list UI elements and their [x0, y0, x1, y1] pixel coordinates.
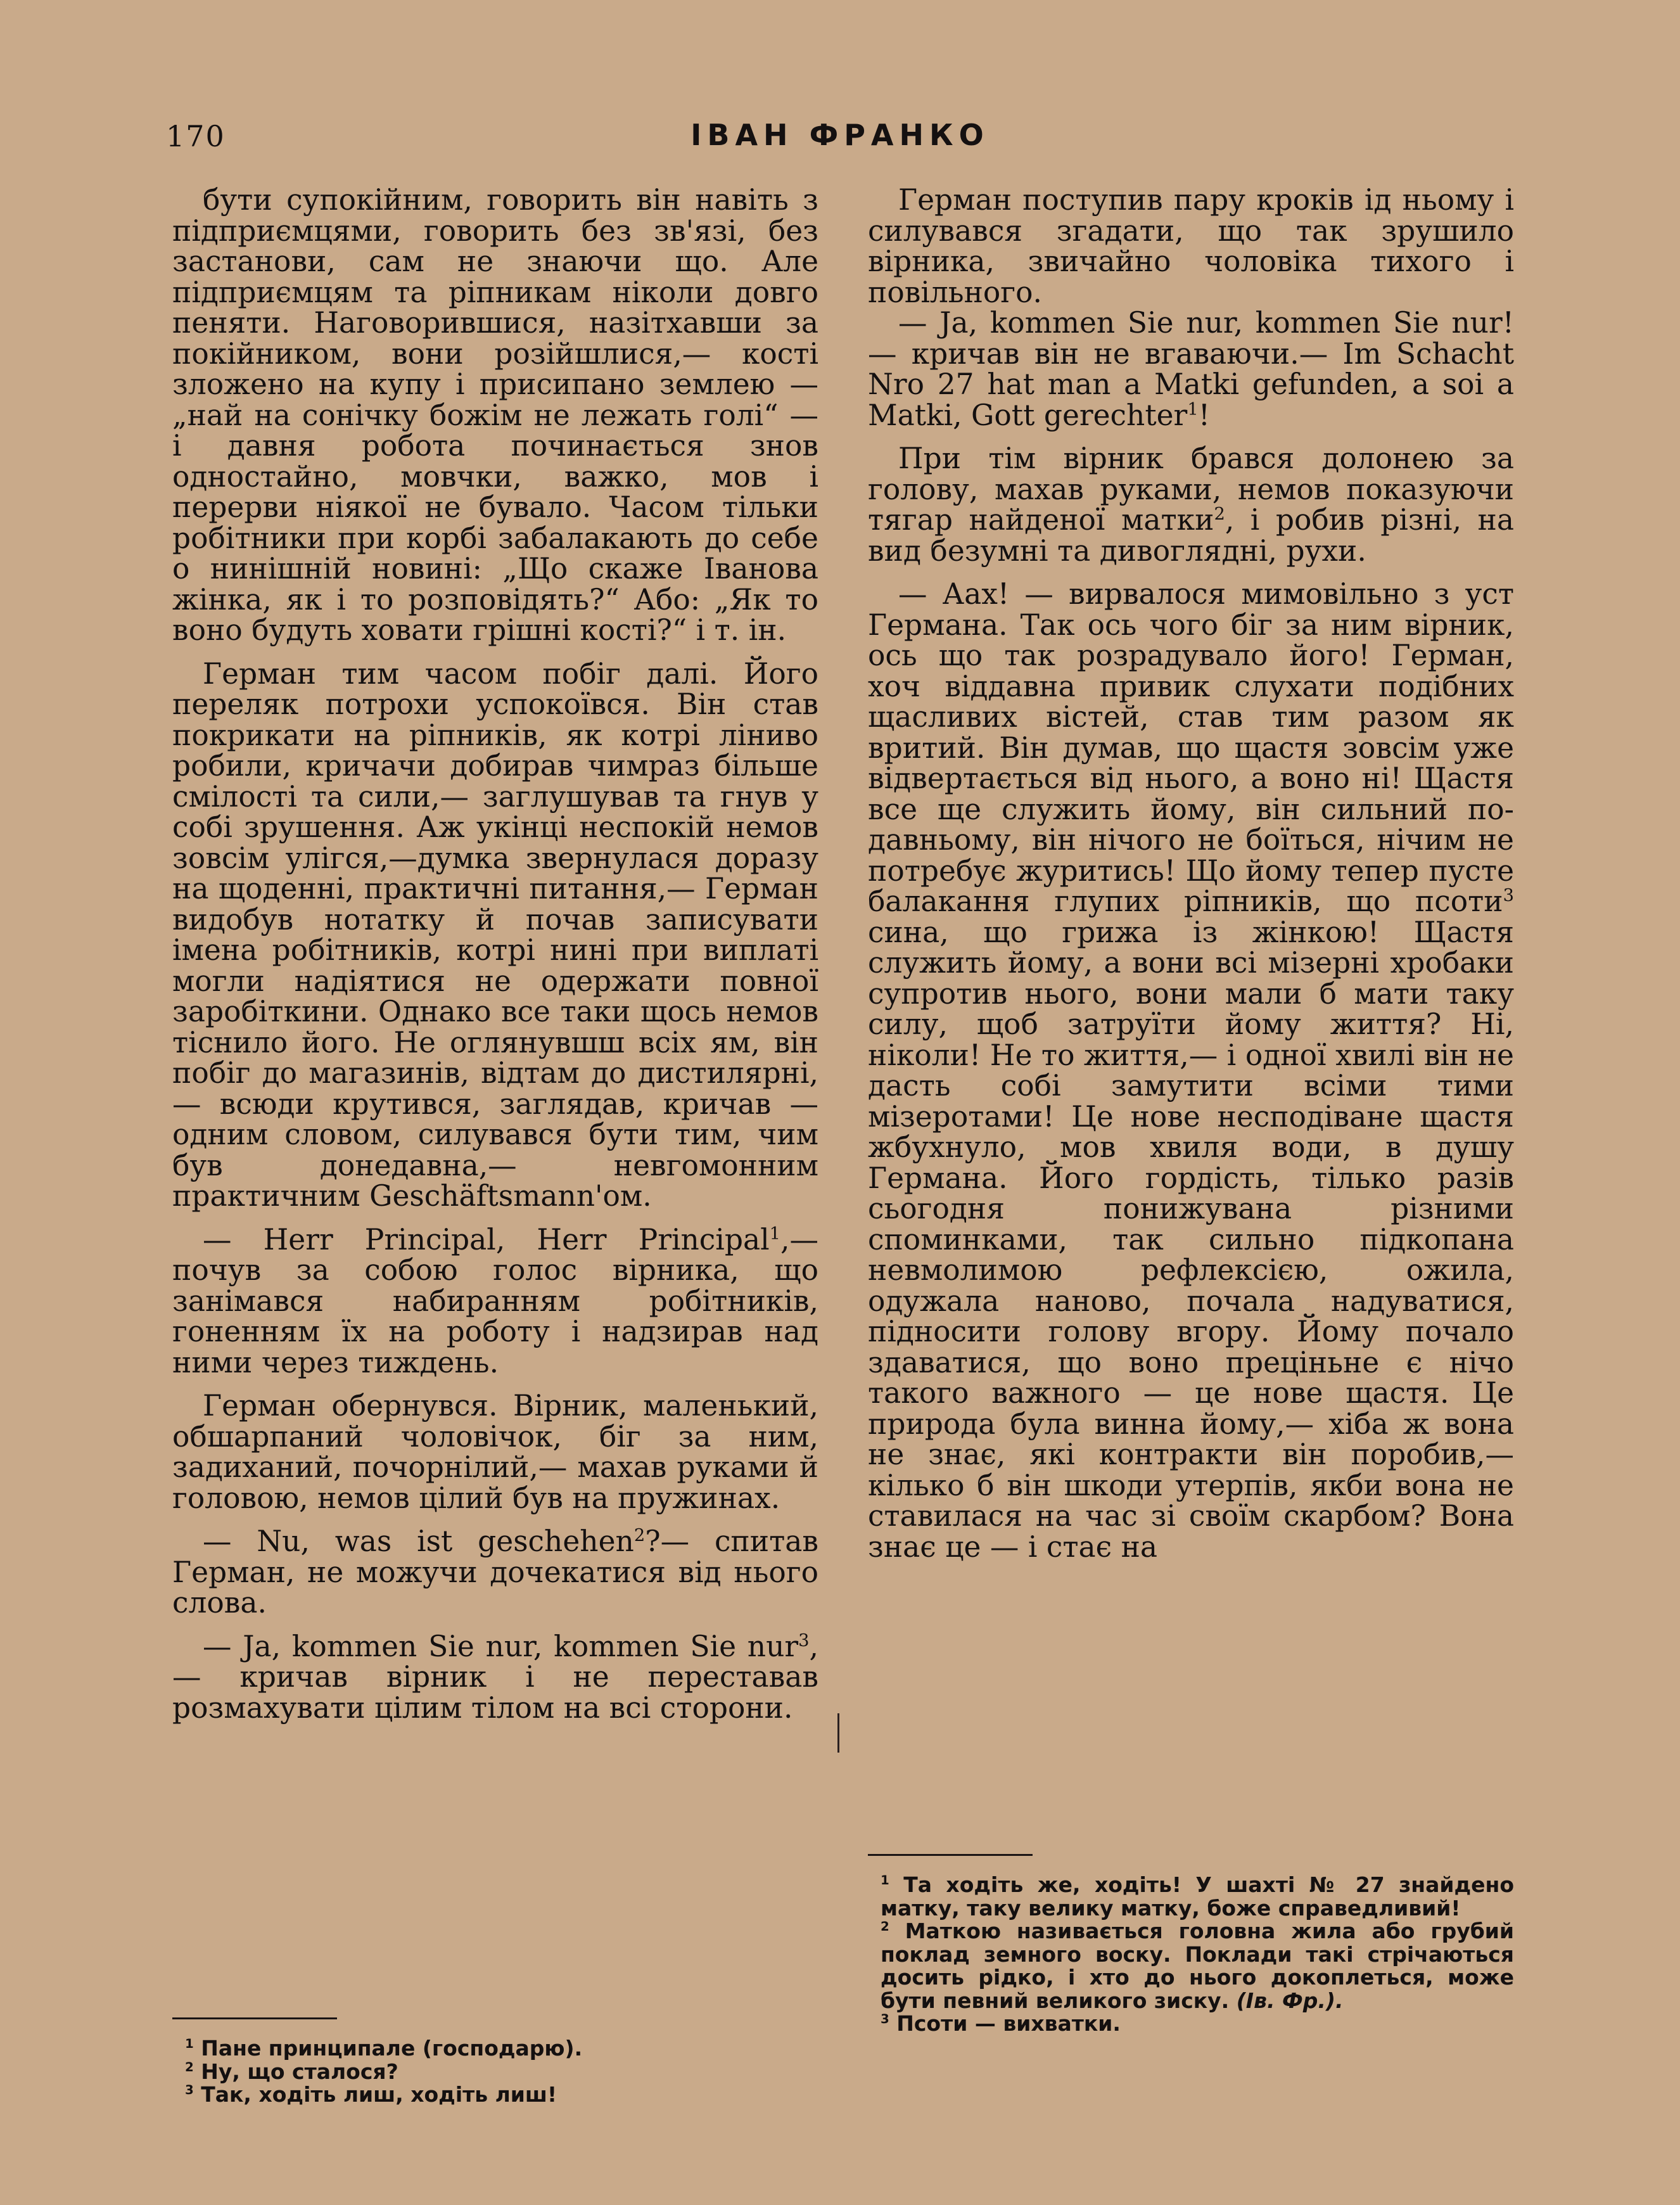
footnote-ref: 1	[1187, 399, 1199, 419]
paragraph: Герман тим часом побіг далі. Його переляк потрохи успокоївся. Він став покрикати на ріпників, як котрі ліниво робили, кричачи добирав чимраз більше смілості та сили,— заглушував та гнув у собі зрушення. Аж укінці неспокій немов зовсім улігся,—думка звернулася доразу на щоденні, практичні питання,— Герман видобув нотатку й почав записувати імена робітників, котрі нині при виплаті могли надіятися не одержати повної заробіткини. Однако все таки щось немов тіснило його. Не оглянувшш всіх ям, він побіг до магазинів, відтам до дистилярні,— всюди крутився, заглядав, кричав — одним словом, силувався бути тим, чим був донедавна,— невгомонним практичним Geschäftsmann'ом.	[172, 656, 818, 1213]
text-span: ?— спитав Герман, не можучи дочекатися від нього слова.	[172, 1524, 818, 1620]
footnote-text: Так, ходіть лиш, ходіть лиш!	[193, 2082, 557, 2107]
footnote-ref: 2	[633, 1525, 646, 1545]
paragraph	[868, 308, 1514, 431]
paragraph	[868, 444, 1514, 566]
paragraph: бути супокійним, говорить він навіть з підприємцями, говорить без зв'язі, без застанови, сам не знаючи що. Але підприємцям та ріпникам ніколи довго пеняти. Наговорившися, назітхавши за покійником, вони розійшлися,— кості зложено на купу і присипано землею — „най на сонічку божім не лежать голі“ — і давня робота починається знов одностайно, мовчки, важко, мов і перерви ніякої не бувало. Часом тільки робітники при корбі забалакають до себе о нинішній новині: „Що скаже Іванова жінка, як і то розповідять?“ Або: „Як то воно будуть ховати грішні кості?“ і т. ін.	[172, 183, 818, 647]
footnote-mark: 1	[185, 2036, 194, 2051]
column-divider-mark	[837, 1713, 839, 1753]
footnote-attribution: (Ів. Фр.).	[1229, 1988, 1344, 2013]
footnote-rule	[172, 2017, 337, 2019]
text-span: , і робив різні, на вид безумні та дивоглядні, рухи.	[868, 503, 1515, 568]
footnotes-right	[868, 1854, 1514, 2036]
footnote-mark: 2	[881, 1919, 889, 1934]
footnote-mark: 3	[185, 2083, 194, 2097]
footnote-text: Ну, що сталося?	[193, 2059, 398, 2084]
footnote	[172, 2037, 818, 2061]
footnotes-left	[172, 2017, 818, 2107]
footnote-mark: 2	[185, 2059, 194, 2074]
footnote	[172, 2061, 818, 2084]
footnote	[868, 1874, 1514, 1920]
footnote-text: Маткою називається головна жила або грубий поклад земного воску. Поклади такі стрічаються досить рідко, і хто до нього докоплеться, може бути певний великого зиску.	[881, 1919, 1514, 2013]
footnote	[868, 2012, 1514, 2036]
text-span: ,— почув за собою голос вірника, що занімався набиранням робітників, гоненням їх на роботу і надзирав над ними через тиждень.	[172, 1222, 818, 1379]
footnote-mark: 1	[881, 1873, 889, 1888]
footnote-text: Пане принципале (господарю).	[193, 2036, 583, 2061]
footnote	[868, 1920, 1514, 2012]
running-head: ІВАН ФРАНКО	[690, 118, 990, 152]
text-span: — Nu, was ist geschehen	[203, 1524, 634, 1558]
left-column	[172, 185, 818, 1723]
footnote-ref: 2	[1214, 504, 1225, 524]
footnote-rule	[868, 1854, 1033, 1856]
footnote	[172, 2083, 818, 2107]
paragraph	[172, 1629, 818, 1725]
paragraph	[868, 579, 1514, 1563]
text-span: При тім вірник брався долонею за голову, махав руками, немов показуючи тягар найденої матки	[868, 442, 1514, 537]
text-span: !	[1198, 398, 1210, 432]
footnote-mark: 3	[881, 2012, 889, 2026]
footnote-ref: 3	[798, 1630, 810, 1651]
paragraph: Герман поступив пару кроків ід ньому і силувався згадати, що так зрушило вірника, звичайно чоловіка тихого і повільного.	[868, 183, 1514, 309]
footnote-ref: 1	[769, 1224, 781, 1244]
page-number: 170	[166, 119, 226, 153]
paragraph: Герман обернувся. Вірник, маленький, обшарпаний чоловічок, біг за ним, задиханий, почорнілий,— махав руками й головою, немов цілий був на пружинах.	[172, 1389, 818, 1515]
paragraph	[172, 1222, 818, 1379]
footnote-ref: 3	[1503, 885, 1514, 905]
paragraph	[172, 1526, 818, 1619]
footnote-text: Та ходіть же, ходіть! У шахті № 27 знайдено матку, таку велику матку, боже справедливий!	[881, 1872, 1514, 1921]
text-span: — Аах! — вирвалося мимовільно з уст Германа. Так ось чого біг за ним вірник, ось що так розрадувало його! Герман, хоч віддавна привик слухати подібних щасливих вістей, став тим разом як вритий. Він думав, що щастя зовсім уже відвертається від нього, а воно ні! Щастя все ще служить йому, він сильний по-давньому, він нічого не боїться, нічим не потребує журитись! Що йому тепер пусте балакання глупих ріпників, що псоти	[868, 577, 1514, 918]
text-span: — Ja, kommen Sie nur, kommen Sie nur	[203, 1629, 799, 1663]
text-span: ,— кричав вірник і не переставав розмахувати цілим тілом на всі сторони.	[172, 1629, 818, 1725]
right-column	[868, 185, 1514, 1563]
text-span: — Herr Principal, Herr Principal	[203, 1222, 770, 1256]
text-span: — Ja, kommen Sie nur, kommen Sie nur! — кричав він не вгаваючи.— Im Schacht Nro 27 hat man a Matki gefunden, a soi a Matki, Gott gerechter	[868, 306, 1514, 432]
footnote-text: Псоти — вихватки.	[889, 2011, 1121, 2036]
text-span: сина, що грижа із жінкою! Щастя служить йому, а вони всі мізерні хробаки супротив нього, вони мали б мати таку силу, щоб затруїти йому життя? Ні, ніколи! Не то життя,— і одної хвилі він не дасть собі замутити всіми тими мізеротами! Це нове несподіване щастя жбухнуло, мов хвиля води, в душу Германа. Його гордість, тілько разів сьогодня понижувана різними споминками, так сильно підкопана невмолимою рефлексією, ожила, одужала наново, почала надуватися, підносити голову вгору. Йому почало здаватися, що воно преціньне є нічо такого важного — це нове щастя. Це природа була винна йому,— хіба ж вона не знає, які контракти він поробив,— кілько б він шкоди утерпів, якби вона не ставилася на час зі своїм скарбом? Вона знає це — і стає на	[868, 915, 1514, 1564]
